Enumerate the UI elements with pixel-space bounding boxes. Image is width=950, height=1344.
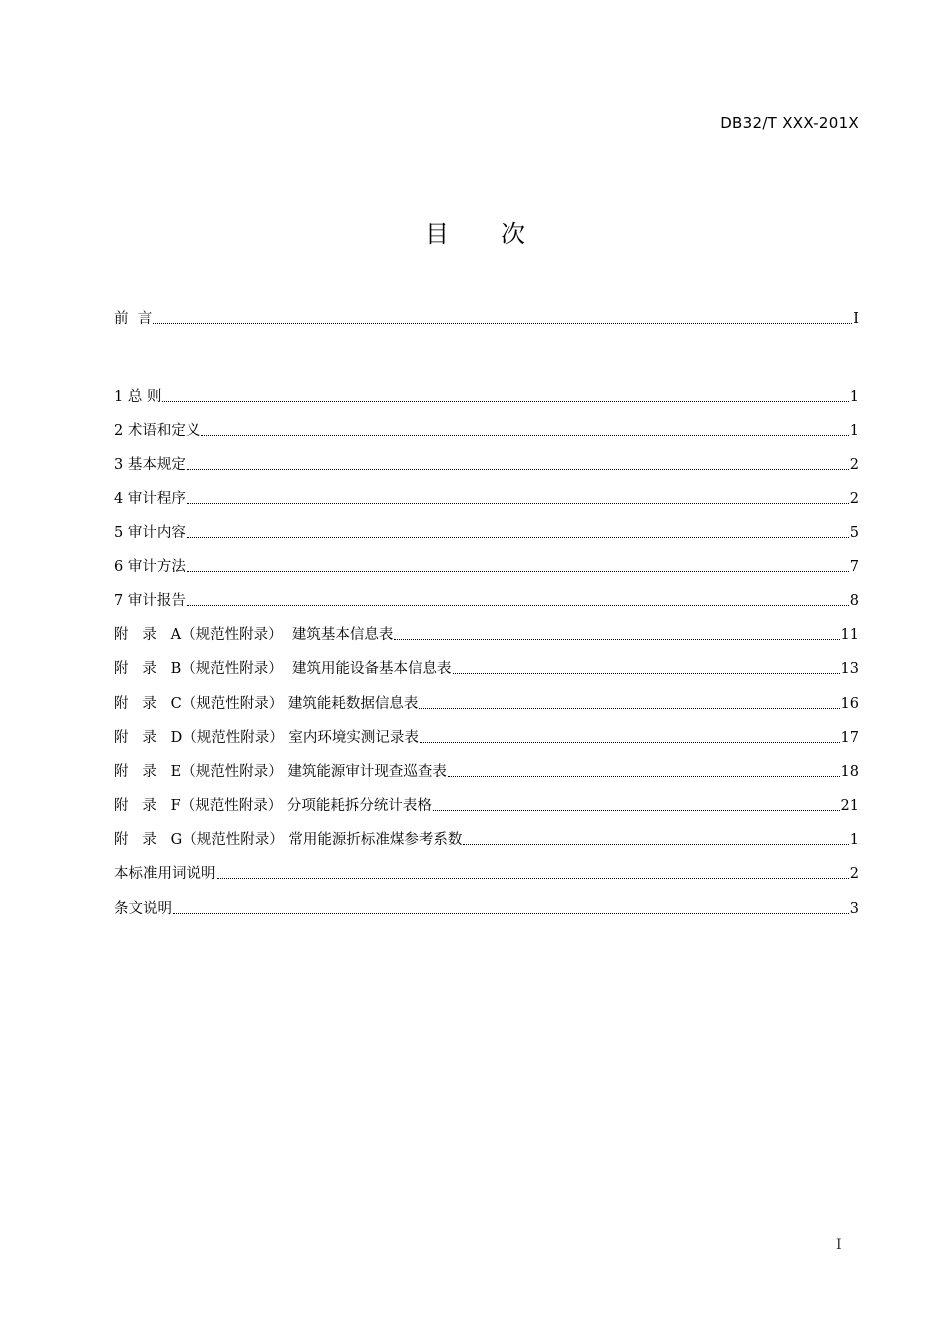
toc-entry-label: 附 录 C（规范性附录） 建筑能耗数据信息表 — [114, 696, 419, 712]
toc-entry-appendix-b[interactable] — [114, 658, 859, 680]
toc-entry-4[interactable] — [114, 488, 859, 510]
toc-entry-label: 5 审计内容 — [114, 525, 186, 541]
toc-entry-label: 6 审计方法 — [114, 559, 186, 575]
toc-entry-page: 8 — [849, 593, 859, 609]
toc-entry-page: 16 — [840, 696, 859, 712]
toc-entry-page: 1 — [849, 832, 859, 848]
dot-leader — [419, 708, 839, 709]
toc-entry-label: 前 言 — [114, 311, 153, 327]
toc-entry-appendix-f[interactable] — [114, 795, 859, 817]
toc-entry-1[interactable] — [114, 386, 859, 408]
toc-entry-label: 附 录 F（规范性附录） 分项能耗拆分统计表格 — [114, 798, 432, 814]
toc-entry-label: 附 录 B（规范性附录） 建筑用能设备基本信息表 — [114, 661, 452, 677]
toc-entry-label: 2 术语和定义 — [114, 423, 201, 439]
toc-entry-label: 附 录 A（规范性附录） 建筑基本信息表 — [114, 627, 394, 643]
toc-entry-2[interactable] — [114, 420, 859, 442]
toc-entry-page: 2 — [849, 491, 859, 507]
toc-entry-appendix-d[interactable] — [114, 727, 859, 749]
toc-entry-appendix-a[interactable] — [114, 624, 859, 646]
toc-entry-label: 附 录 D（规范性附录） 室内环境实测记录表 — [114, 730, 419, 746]
toc-entry-appendix-c[interactable] — [114, 693, 859, 715]
toc-entry-preface[interactable] — [114, 308, 859, 330]
toc-entry-label: 条文说明 — [114, 901, 172, 917]
toc-entry-label: 附 录 G（规范性附录） 常用能源折标准煤参考系数 — [114, 832, 463, 848]
toc-title-char-2: 次 — [501, 220, 525, 248]
toc-entry-page: I — [853, 311, 859, 327]
dot-leader — [187, 503, 849, 504]
toc-entry-label: 3 基本规定 — [114, 457, 186, 473]
toc-entry-page: 3 — [849, 901, 859, 917]
toc-entry-page: 5 — [849, 525, 859, 541]
toc-entry-page: 11 — [840, 627, 859, 643]
toc-entry-6[interactable] — [114, 556, 859, 578]
dot-leader — [187, 469, 849, 470]
toc-entry-page: 21 — [840, 798, 859, 814]
toc-entry-label: 1 总 则 — [114, 389, 162, 405]
toc-entry-wording[interactable] — [114, 863, 859, 885]
dot-leader — [217, 878, 849, 879]
toc-entry-label: 4 审计程序 — [114, 491, 186, 507]
toc-entry-page: 2 — [849, 866, 859, 882]
toc-entry-5[interactable] — [114, 522, 859, 544]
dot-leader — [420, 742, 840, 743]
dot-leader — [187, 571, 849, 572]
toc-entry-label: 7 审计报告 — [114, 593, 186, 609]
toc-entry-3[interactable] — [114, 454, 859, 476]
toc-entry-appendix-e[interactable] — [114, 761, 859, 783]
dot-leader — [153, 323, 852, 324]
dot-leader — [433, 810, 840, 811]
document-code: DB32/T XXX-201X — [720, 114, 859, 132]
toc-entry-7[interactable] — [114, 590, 859, 612]
toc-entry-page: 7 — [849, 559, 859, 575]
dot-leader — [448, 776, 840, 777]
dot-leader — [394, 639, 839, 640]
toc-title — [0, 214, 950, 249]
toc-entry-page: 13 — [840, 661, 859, 677]
toc-title-char-1: 目 — [425, 220, 449, 248]
dot-leader — [201, 435, 848, 436]
dot-leader — [453, 673, 840, 674]
toc-entry-appendix-g[interactable] — [114, 829, 859, 851]
toc-entry-page: 1 — [849, 389, 859, 405]
dot-leader — [187, 537, 849, 538]
toc-entry-page: 17 — [840, 730, 859, 746]
dot-leader — [187, 605, 849, 606]
toc-entry-label: 本标准用词说明 — [114, 866, 216, 882]
dot-leader — [173, 913, 849, 914]
toc-entry-page: 18 — [840, 764, 859, 780]
footer-page-number: I — [836, 1237, 842, 1253]
toc-entry-explanation[interactable] — [114, 898, 859, 920]
toc-entry-page: 1 — [849, 423, 859, 439]
dot-leader — [463, 844, 848, 845]
dot-leader — [162, 401, 848, 402]
toc-entry-label: 附 录 E（规范性附录） 建筑能源审计现查巡查表 — [114, 764, 447, 780]
toc-entry-page: 2 — [849, 457, 859, 473]
